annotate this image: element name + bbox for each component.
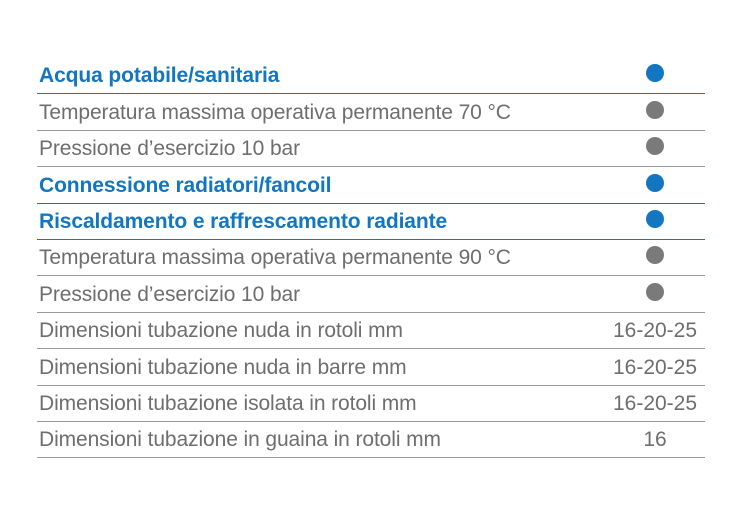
row-value: 16-20-25 bbox=[612, 355, 698, 379]
row-label: Riscaldamento e raffrescamento radiante bbox=[39, 209, 448, 233]
table-row bbox=[37, 204, 705, 240]
table-row bbox=[37, 349, 705, 385]
grey-dot-icon bbox=[646, 101, 664, 119]
table-row bbox=[37, 422, 705, 458]
row-label: Dimensioni tubazione nuda in barre mm bbox=[39, 355, 407, 379]
row-label: Pressione d’esercizio 10 bar bbox=[39, 282, 301, 306]
row-label: Temperatura massima operativa permanente 70 °C bbox=[39, 100, 511, 124]
grey-dot-icon bbox=[646, 137, 664, 155]
row-label: Connessione radiatori/fancoil bbox=[39, 173, 332, 197]
row-label: Dimensioni tubazione nuda in rotoli mm bbox=[39, 319, 403, 343]
row-label: Dimensioni tubazione isolata in rotoli mm bbox=[39, 391, 417, 415]
blue-dot-icon bbox=[646, 210, 664, 228]
row-value: 16-20-25 bbox=[612, 319, 698, 343]
table-row bbox=[37, 313, 705, 349]
table-row bbox=[37, 276, 705, 312]
table-row bbox=[37, 58, 705, 94]
grey-dot-icon bbox=[646, 246, 664, 264]
blue-dot-icon bbox=[646, 64, 664, 82]
table-row bbox=[37, 386, 705, 422]
spec-table bbox=[37, 58, 705, 458]
table-row bbox=[37, 240, 705, 276]
table-row bbox=[37, 131, 705, 167]
row-value: 16-20-25 bbox=[612, 391, 698, 415]
table-row bbox=[37, 94, 705, 130]
row-label: Dimensioni tubazione in guaina in rotoli mm bbox=[39, 428, 441, 452]
grey-dot-icon bbox=[646, 283, 664, 301]
blue-dot-icon bbox=[646, 174, 664, 192]
row-value: 16 bbox=[643, 428, 667, 452]
row-label: Acqua potabile/sanitaria bbox=[39, 64, 280, 88]
row-label: Pressione d’esercizio 10 bar bbox=[39, 137, 301, 161]
table-row bbox=[37, 167, 705, 203]
row-label: Temperatura massima operativa permanente 90 °C bbox=[39, 246, 511, 270]
